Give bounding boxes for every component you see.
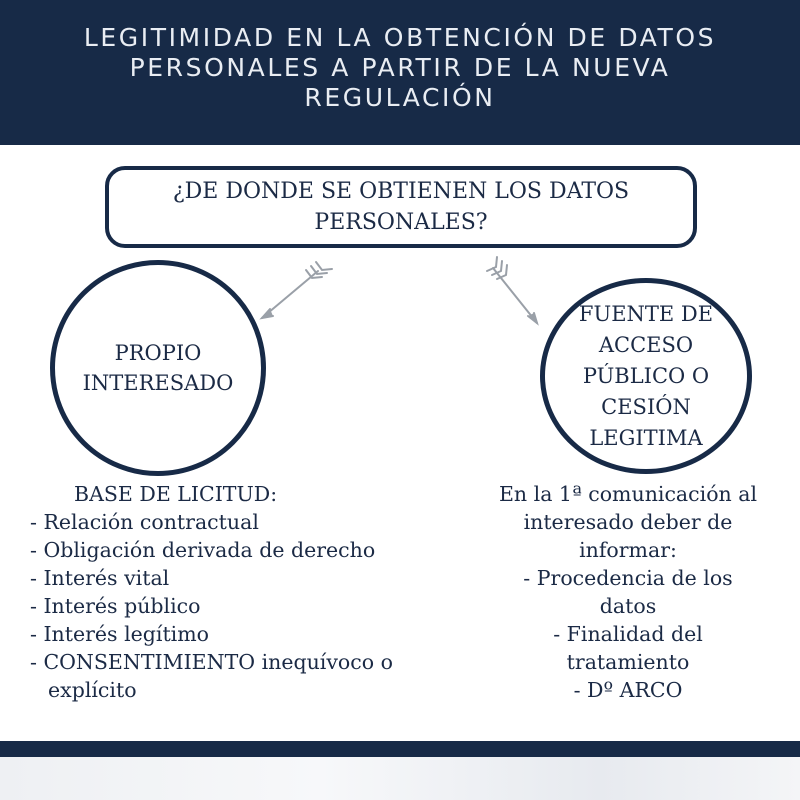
source-circle-public xyxy=(540,278,752,474)
right-arrow-icon xyxy=(487,257,537,323)
list-item: explícito xyxy=(48,678,137,702)
list-line: - Procedencia de los xyxy=(523,566,733,590)
list-line: informar: xyxy=(579,538,677,562)
list-line: datos xyxy=(599,594,657,618)
circle-label-public: FUENTE DE ACCESO PÚBLICO O CESIÓN LEGITIMA xyxy=(578,301,714,450)
legal-basis-heading: BASE DE LICITUD: xyxy=(74,482,278,506)
list-item: - Obligación derivada de derecho xyxy=(30,538,376,562)
information-duty-list xyxy=(478,480,778,704)
list-line: tratamiento xyxy=(566,650,690,674)
list-item: - CONSENTIMIENTO inequívoco o xyxy=(30,650,393,674)
page-title: LEGITIMIDAD EN LA OBTENCIÓN DE DATOS PERSONALES A PARTIR DE LA NUEVA REGULACIÓN xyxy=(83,22,717,112)
question-text: ¿DE DONDE SE OBTIENEN LOS DATOS PERSONALES? xyxy=(172,179,630,235)
list-line: interesado deber de xyxy=(523,510,733,534)
legal-basis-list xyxy=(30,480,460,704)
list-line: - Finalidad del xyxy=(553,622,703,646)
source-circle-self xyxy=(50,260,266,476)
list-item: - Interés público xyxy=(30,594,201,618)
list-line: En la 1ª comunicación al xyxy=(498,482,758,506)
list-item: - Interés vital xyxy=(30,566,170,590)
list-line: - Dº ARCO xyxy=(573,678,683,702)
circle-label-self: PROPIO INTERESADO xyxy=(82,341,234,395)
footer-band xyxy=(0,741,800,757)
left-arrow-icon xyxy=(262,262,332,318)
list-item: - Relación contractual xyxy=(30,510,259,534)
footer-strip xyxy=(0,757,800,800)
list-item: - Interés legítimo xyxy=(30,622,210,646)
